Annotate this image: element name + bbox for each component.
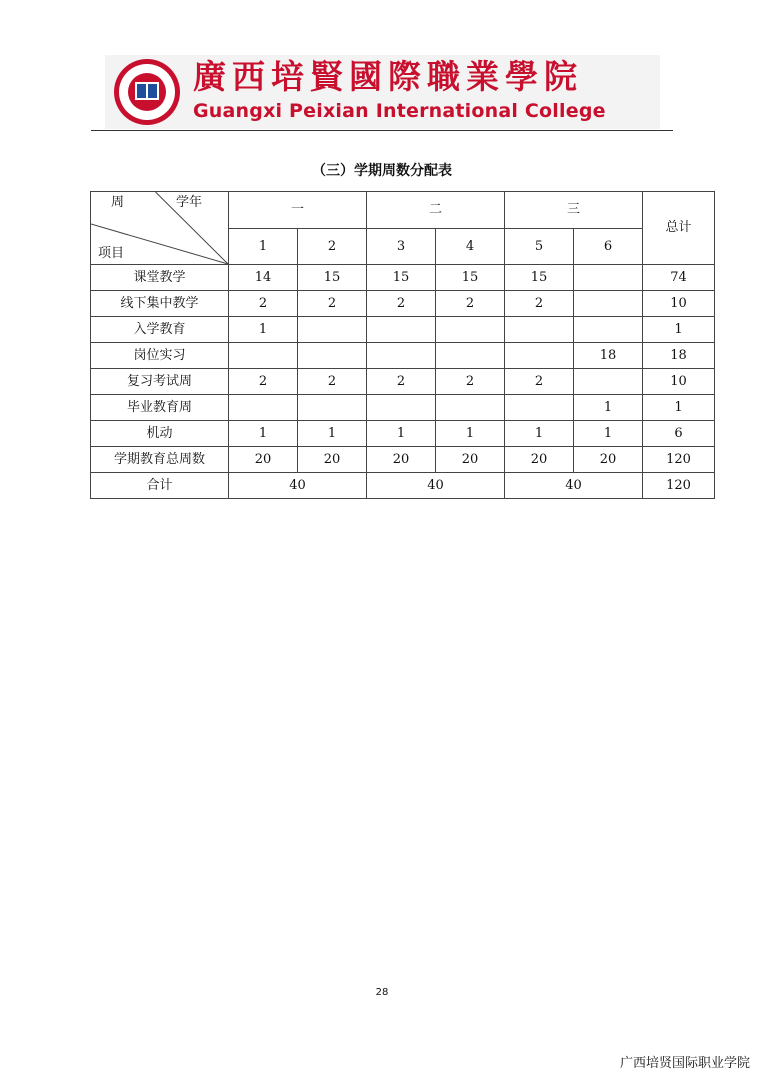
week-cell: 2	[298, 291, 367, 317]
week-cell	[574, 265, 643, 291]
week-cell	[574, 291, 643, 317]
week-cell: 1	[367, 421, 436, 447]
week-cell: 20	[229, 447, 298, 473]
table-row	[91, 291, 715, 317]
year-sum-cell: 40	[505, 473, 643, 499]
week-cell	[505, 343, 574, 369]
semester-header: 5	[505, 229, 574, 265]
row-total: 1	[643, 395, 715, 421]
row-label: 课堂教学	[91, 265, 229, 291]
row-total: 10	[643, 369, 715, 395]
page-number: 28	[375, 987, 389, 998]
week-cell: 1	[229, 421, 298, 447]
table-row	[91, 447, 715, 473]
row-label: 岗位实习	[91, 343, 229, 369]
week-cell: 15	[505, 265, 574, 291]
year-header: 一	[229, 192, 367, 229]
corner-label-week: 周	[111, 195, 125, 210]
row-label: 复习考试周	[91, 369, 229, 395]
corner-label-item: 项目	[98, 246, 125, 261]
header-row-years	[91, 192, 715, 229]
week-cell: 1	[574, 395, 643, 421]
week-cell: 15	[298, 265, 367, 291]
week-cell: 2	[229, 291, 298, 317]
semester-header: 6	[574, 229, 643, 265]
college-seal-logo	[114, 59, 180, 125]
week-cell: 1	[574, 421, 643, 447]
semester-weeks-table	[90, 191, 715, 499]
week-cell	[436, 395, 505, 421]
week-cell: 2	[367, 291, 436, 317]
row-total: 1	[643, 317, 715, 343]
row-label: 入学教育	[91, 317, 229, 343]
college-banner	[105, 55, 660, 129]
row-total: 120	[643, 447, 715, 473]
week-cell: 1	[436, 421, 505, 447]
table-row	[91, 317, 715, 343]
week-cell: 18	[574, 343, 643, 369]
week-cell	[367, 343, 436, 369]
row-total: 6	[643, 421, 715, 447]
sum-label: 合计	[91, 473, 229, 499]
table-title: （三）学期周数分配表	[312, 163, 452, 179]
college-name-cn: 廣西培賢國際職業學院	[193, 57, 583, 96]
table-row	[91, 395, 715, 421]
total-header: 总计	[643, 192, 715, 265]
week-cell: 2	[505, 369, 574, 395]
week-cell: 2	[436, 369, 505, 395]
week-cell: 20	[298, 447, 367, 473]
college-name-en: Guangxi Peixian International College	[193, 100, 606, 122]
week-cell: 15	[436, 265, 505, 291]
week-cell: 20	[505, 447, 574, 473]
week-cell	[574, 317, 643, 343]
week-cell: 2	[298, 369, 367, 395]
row-label: 毕业教育周	[91, 395, 229, 421]
table-row	[91, 369, 715, 395]
week-cell	[298, 343, 367, 369]
week-cell	[367, 395, 436, 421]
sum-row	[91, 473, 715, 499]
header-divider	[91, 130, 673, 131]
corner-label-year: 学年	[175, 195, 202, 210]
row-label: 线下集中教学	[91, 291, 229, 317]
week-cell	[574, 369, 643, 395]
week-cell: 1	[505, 421, 574, 447]
semester-header: 1	[229, 229, 298, 265]
year-sum-cell: 40	[367, 473, 505, 499]
week-cell	[436, 343, 505, 369]
footer-college-name: 广西培贤国际职业学院	[619, 1056, 750, 1071]
week-cell	[505, 395, 574, 421]
week-cell: 1	[298, 421, 367, 447]
week-cell	[367, 317, 436, 343]
semester-header: 3	[367, 229, 436, 265]
week-cell: 20	[367, 447, 436, 473]
row-total: 18	[643, 343, 715, 369]
week-cell: 2	[367, 369, 436, 395]
year-header: 三	[505, 192, 643, 229]
week-cell	[229, 343, 298, 369]
week-cell: 20	[436, 447, 505, 473]
week-cell	[298, 317, 367, 343]
corner-diagonal-cell	[91, 192, 229, 265]
week-cell: 14	[229, 265, 298, 291]
week-cell: 1	[229, 317, 298, 343]
week-cell	[505, 317, 574, 343]
year-header: 二	[367, 192, 505, 229]
table-row	[91, 265, 715, 291]
week-cell: 2	[229, 369, 298, 395]
week-cell: 15	[367, 265, 436, 291]
week-cell: 2	[436, 291, 505, 317]
week-cell: 2	[505, 291, 574, 317]
semester-header: 2	[298, 229, 367, 265]
sum-total: 120	[643, 473, 715, 499]
year-sum-cell: 40	[229, 473, 367, 499]
row-total: 10	[643, 291, 715, 317]
row-total: 74	[643, 265, 715, 291]
week-cell	[436, 317, 505, 343]
row-label: 学期教育总周数	[91, 447, 229, 473]
week-cell	[229, 395, 298, 421]
table-row	[91, 343, 715, 369]
row-label: 机动	[91, 421, 229, 447]
semester-header: 4	[436, 229, 505, 265]
week-cell: 20	[574, 447, 643, 473]
week-cell	[298, 395, 367, 421]
table-row	[91, 421, 715, 447]
